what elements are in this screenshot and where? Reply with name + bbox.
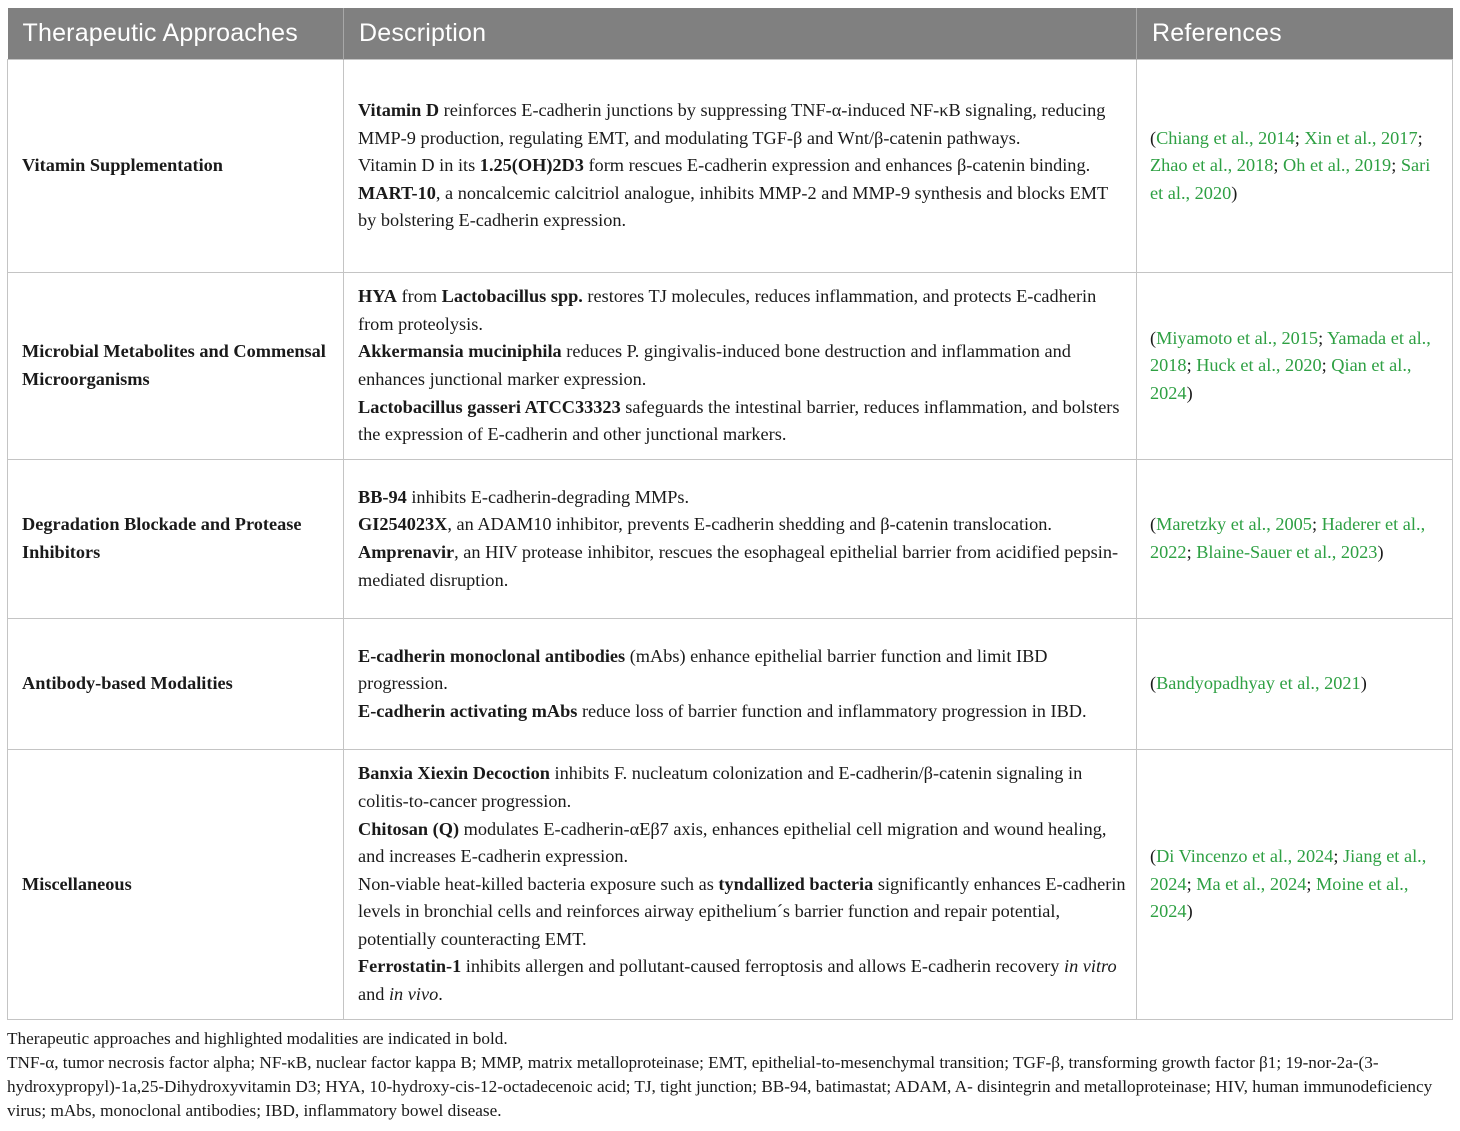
description-cell [344, 273, 1137, 460]
header-description: Description [344, 8, 1137, 60]
approach-cell: Miscellaneous [8, 750, 344, 1020]
description-text: modulates E-cadherin-αEβ7 axis, enhances epithelial cell migration and wound healing, and increases E-cadherin expression. [358, 818, 1107, 867]
modality-name: Lactobacillus gasseri ATCC33323 [358, 396, 621, 417]
reference-link[interactable]: Huck et al., 2020 [1196, 355, 1322, 376]
description-text: reinforces E-cadherin junctions by suppressing TNF-α-induced NF-κB signaling, reducing MMP-9 production, regulating EMT, and modulating TGF-β and Wnt/β-catenin pathways. [358, 100, 1106, 148]
modality-name: MART-10 [358, 182, 436, 203]
description-text: , an HIV protease inhibitor, rescues the esophageal epithelial barrier from acidified pepsin-mediated disruption. [358, 542, 1119, 590]
modality-name: Lactobacillus spp. [441, 286, 583, 307]
description-text: form rescues E-cadherin expression and enhances β-catenin binding. [583, 155, 1091, 176]
description-item [358, 394, 1126, 449]
modality-name: E-cadherin monoclonal antibodies [358, 645, 626, 666]
description-text: significantly enhances E-cadherin levels in bronchial cells and reinforces airway epithelium´s barrier function and repair potential, potentially counteracting EMT. [358, 873, 1126, 949]
description-item [358, 338, 1126, 393]
description-item [358, 152, 1126, 180]
description-item [358, 698, 1126, 726]
reference-link[interactable]: Yamada et al., 2018 [1150, 327, 1431, 376]
reference-link[interactable]: Zhao et al., 2018 [1150, 155, 1274, 176]
reference-link[interactable]: Maretzky et al., 2005 [1156, 514, 1312, 535]
references-cell: (Di Vincenzo et al., 2024; Jiang et al., 2024; Ma et al., 2024; Moine et al., 2024) [1137, 750, 1453, 1020]
modality-name: Akkermansia muciniphila [358, 341, 562, 362]
modality-name: Ferrostatin-1 [358, 956, 462, 977]
reference-link[interactable]: Haderer et al., 2022 [1150, 514, 1426, 562]
approach-cell: Antibody-based Modalities [8, 619, 344, 750]
table-row [8, 619, 1453, 750]
reference-link[interactable]: Miyamoto et al., 2015 [1156, 327, 1319, 348]
reference-link[interactable]: Blaine-Sauer et al., 2023 [1196, 542, 1378, 562]
references-cell: (Maretzky et al., 2005; Haderer et al., 2022; Blaine-Sauer et al., 2023) [1137, 460, 1453, 619]
description-item [358, 953, 1126, 1008]
italic-term: in vivo [388, 984, 439, 1005]
description-text: . [438, 984, 443, 1005]
description-cell [344, 750, 1137, 1020]
references-cell: (Miyamoto et al., 2015; Yamada et al., 2018; Huck et al., 2020; Qian et al., 2024) [1137, 273, 1453, 460]
reference-link[interactable]: Oh et al., 2019 [1283, 155, 1392, 176]
reference-link[interactable]: Chiang et al., 2014 [1156, 127, 1295, 148]
description-item [358, 97, 1126, 152]
description-text: , a noncalcemic calcitriol analogue, inhibits MMP-2 and MMP-9 synthesis and blocks EMT by bolstering E-cadherin expression. [358, 182, 1108, 231]
description-text: and [358, 984, 389, 1005]
modality-name: tyndallized bacteria [718, 873, 874, 894]
description-item [358, 539, 1126, 594]
modality-name: Vitamin D [358, 100, 440, 121]
table-header-row [8, 8, 1453, 60]
approach-cell: Vitamin Supplementation [8, 60, 344, 273]
description-item [358, 643, 1126, 698]
description-item [358, 760, 1126, 815]
description-item [358, 511, 1126, 539]
description-text: from [396, 286, 442, 307]
table-row [8, 60, 1453, 273]
table-footnotes [7, 1027, 1455, 1123]
reference-link[interactable]: Moine et al., 2024 [1150, 873, 1409, 922]
references-cell: (Bandyopadhyay et al., 2021) [1137, 619, 1453, 750]
description-text: , an ADAM10 inhibitor, prevents E-cadherin shedding and β-catenin translocation. [447, 514, 1052, 535]
modality-name: GI254023X [358, 514, 448, 535]
modality-name: BB-94 [358, 486, 407, 507]
description-item [358, 283, 1126, 338]
footnote-bold-note: Therapeutic approaches and highlighted modalities are indicated in bold. [7, 1029, 508, 1048]
modality-name: HYA [358, 286, 397, 307]
reference-link[interactable]: Ma et al., 2024 [1196, 873, 1307, 894]
description-cell [344, 60, 1137, 273]
approach-cell: Microbial Metabolites and Commensal Microorganisms [8, 273, 344, 460]
table-row [8, 750, 1453, 1020]
description-text: reduce loss of barrier function and inflammatory progression in IBD. [577, 700, 1087, 721]
header-approaches: Therapeutic Approaches [8, 8, 344, 60]
reference-link[interactable]: Bandyopadhyay et al., 2021 [1156, 673, 1361, 694]
modality-name: Amprenavir [358, 542, 455, 562]
description-text: inhibits F. nucleatum colonization and E-cadherin/β-catenin signaling in colitis-to-cancer progression. [358, 763, 1083, 811]
description-item [358, 816, 1126, 871]
description-text: safeguards the intestinal barrier, reduces inflammation, and bolsters the expression of E-cadherin and other junctional markers. [358, 396, 1120, 445]
description-item [358, 871, 1126, 954]
references-cell: (Chiang et al., 2014; Xin et al., 2017; Zhao et al., 2018; Oh et al., 2019; Sari et al., 2020) [1137, 60, 1453, 273]
description-text: Vitamin D in its [358, 155, 480, 176]
reference-link[interactable]: Jiang et al., 2024 [1150, 846, 1427, 894]
description-text: restores TJ molecules, reduces inflammation, and protects E-cadherin from proteolysis. [358, 286, 1097, 334]
reference-link[interactable]: Di Vincenzo et al., 2024 [1156, 846, 1334, 867]
reference-link[interactable]: Sari et al., 2020 [1150, 155, 1431, 203]
reference-link[interactable]: Qian et al., 2024 [1150, 355, 1412, 403]
modality-name: Banxia Xiexin Decoction [358, 763, 550, 784]
table-row [8, 273, 1453, 460]
description-item [358, 484, 1126, 512]
description-text: inhibits allergen and pollutant-caused ferroptosis and allows E-cadherin recovery [461, 956, 1064, 977]
header-references: References [1137, 8, 1453, 60]
description-text: inhibits E-cadherin-degrading MMPs. [406, 486, 690, 507]
description-item [358, 180, 1126, 235]
modality-name: Chitosan (Q) [358, 818, 460, 839]
table-row [8, 460, 1453, 619]
footnote-abbreviations: TNF-α, tumor necrosis factor alpha; NF-κB, nuclear factor kappa B; MMP, matrix metalloproteinase; EMT, epithelial-to-mesenchymal transition; TGF-β, transforming growth factor β1; 19-nor-2a-(3-hydroxypropyl)-1a,25-Dihydroxyvitamin D3; HYA, 10-hydroxy-cis-12-octadecenoic acid; TJ, tight junction; BB-94, batimastat; ADAM, A- disintegrin and metalloproteinase; HIV, human immunodeficiency virus; mAbs, monoclonal antibodies; IBD, inflammatory bowel disease. [7, 1053, 1433, 1120]
description-text: Non-viable heat-killed bacteria exposure such as [358, 873, 719, 894]
description-text: (mAbs) enhance epithelial barrier function and limit IBD progression. [358, 645, 1048, 694]
description-cell [344, 460, 1137, 619]
italic-term: in vitro [1063, 956, 1117, 977]
description-text: reduces P. gingivalis-induced bone destruction and inflammation and enhances junctional marker expression. [358, 341, 1071, 389]
modality-name: 1.25(OH)2D3 [479, 155, 584, 176]
approach-cell: Degradation Blockade and Protease Inhibitors [8, 460, 344, 619]
description-cell [344, 619, 1137, 750]
reference-link[interactable]: Xin et al., 2017 [1304, 127, 1418, 148]
therapeutic-approaches-table [7, 8, 1453, 1020]
modality-name: E-cadherin activating mAbs [358, 700, 578, 721]
